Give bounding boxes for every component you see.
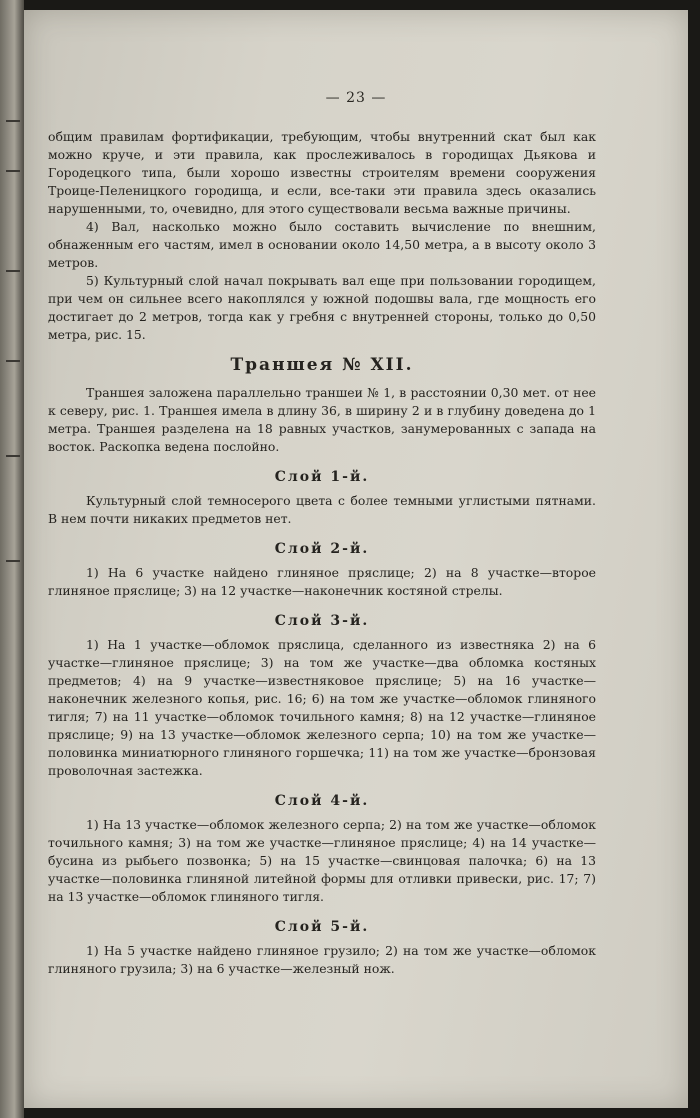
margin-mark	[6, 120, 20, 122]
facing-page-edge	[0, 0, 24, 1118]
layer-5-title: Слой 5-й.	[274, 919, 370, 935]
trench-heading: Траншея № XII.	[230, 355, 414, 375]
margin-mark	[6, 170, 20, 172]
layer-4-title: Слой 4-й.	[274, 793, 370, 809]
trench-intro: Траншея заложена параллельно траншеи № 1, в расстоянии 0,30 мет. от нее к северу, рис. 1. Траншея имела в длину 36, в ширину 2 и в глубину доведена до 1 метра. Траншея разделена на 18 равных участков, занумерованных с запада на восток. Раскопка ведена послойно.	[48, 385, 596, 454]
layer-1-text: Культурный слой темносерого цвета с более темными углистыми пятнами. В нем почти никаких предметов нет.	[48, 493, 596, 526]
layer-4-text: 1) На 13 участке—обломок железного серпа; 2) на том же участке—обломок точильного камня; 3) на том же участке—глиняное пряслице; 4) на 14 участке—бусина из рыбьего позвонка; 5) на 15 участке—свинцовая палочка; 6) на 13 участке—половинка глиняной литейной формы для отливки привески, рис. 17; 7) на 13 участке—обломок глиняного тигля.	[48, 817, 596, 904]
margin-mark	[6, 455, 20, 457]
layer-5-text: 1) На 5 участке найдено глиняное грузило; 2) на том же участке—обломок глиняного грузила; 3) на 6 участке—железный нож.	[48, 943, 596, 976]
layer-3-text: 1) На 1 участке—обломок пряслица, сделанного из известняка 2) на 6 участке—глиняное пряслице; 3) на том же участке—два обломка костяных предметов; 4) на 9 участке—известняковое пряслице; 5) на 16 участке—наконечник железного копья, рис. 16; 6) на том же участке—обломок глиняного тигля; 7) на 11 участке—обломок точильного камня; 8) на 12 участке—глиняное пряслице; 9) на 13 участке—обломок железного серпа; 10) на том же участке—половинка миниатюрного глиняного горшечка; 11) на том же участке—бронзовая проволочная застежка.	[48, 637, 596, 778]
margin-mark	[6, 270, 20, 272]
margin-mark	[6, 560, 20, 562]
margin-mark	[6, 360, 20, 362]
page-body	[48, 128, 596, 978]
layer-2-title: Слой 2-й.	[274, 541, 370, 557]
book-page	[24, 10, 688, 1108]
layer-1-title: Слой 1-й.	[274, 469, 370, 485]
page-number: — 23 —	[325, 90, 387, 106]
layer-2-text: 1) На 6 участке найдено глиняное пряслице; 2) на 8 участке—второе глиняное пряслице; 3) на 12 участке—наконечник костяной стрелы.	[48, 565, 596, 598]
paragraph-item-5: 5) Культурный слой начал покрывать вал еще при пользовании городищем, при чем он сильнее всего накоплялся у южной подошвы вала, где мощность его достигает до 2 метров, тогда как у гребня с внутренней стороны, только до 0,50 метра, рис. 15.	[48, 273, 596, 342]
paragraph-item-4: 4) Вал, насколько можно было составить вычисление по внешним, обнаженным его частям, имел в основании около 14,50 метра, а в высоту около 3 метров.	[48, 219, 596, 270]
layer-3-title: Слой 3-й.	[274, 613, 370, 629]
paragraph-continuation: общим правилам фортификации, требующим, чтобы внутренний скат был как можно круче, и эти правила, как прослеживалось в городищах Дьякова и Городецкого типа, были хорошо известны строителям времени сооружения Троице-Пеленицкого городища, и если, все-таки эти правила здесь оказались нарушенными, то, очевидно, для этого существовали весьма важные причины.	[48, 129, 596, 216]
